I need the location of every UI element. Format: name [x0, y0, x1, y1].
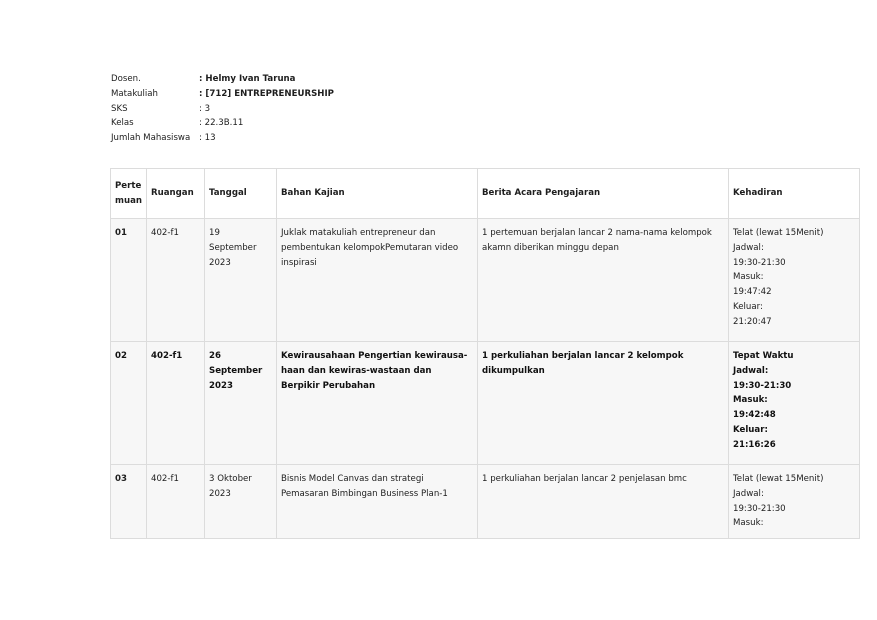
cell-ruangan: 402-f1 — [147, 465, 205, 539]
cell-kehadiran: Tepat Waktu Jadwal: 19:30-21:30 Masuk: 19:42:48 Keluar: 21:16:26 — [729, 342, 860, 465]
cell-tanggal: 19 September 2023 — [205, 219, 277, 342]
header-tanggal: Tanggal — [205, 169, 277, 219]
info-row-dosen — [111, 72, 334, 87]
header-berita-acara: Berita Acara Pengajaran — [478, 169, 729, 219]
header-kehadiran: Kehadiran — [729, 169, 860, 219]
cell-tanggal: 26 September 2023 — [205, 342, 277, 465]
cell-ruangan: 402-f1 — [147, 342, 205, 465]
cell-kehadiran: Telat (lewat 15Menit) Jadwal: 19:30-21:30 Masuk: — [729, 465, 860, 539]
header-ruangan: Ruangan — [147, 169, 205, 219]
cell-berita-acara: 1 perkuliahan berjalan lancar 2 penjelasan bmc — [478, 465, 729, 539]
cell-kehadiran: Telat (lewat 15Menit) Jadwal: 19:30-21:30 Masuk: 19:47:42 Keluar: 21:20:47 — [729, 219, 860, 342]
info-value: : 3 — [199, 103, 211, 114]
cell-bahan-kajian: Bisnis Model Canvas dan strategi Pemasaran Bimbingan Business Plan-1 — [277, 465, 478, 539]
info-label: Matakuliah — [111, 88, 158, 99]
info-row-kelas — [111, 116, 334, 131]
cell-pertemuan: 01 — [111, 219, 147, 342]
info-value: : Helmy Ivan Taruna — [199, 74, 296, 84]
cell-pertemuan: 03 — [111, 465, 147, 539]
info-row-sks — [111, 102, 334, 117]
info-value: : 22.3B.11 — [199, 118, 244, 129]
table-row — [111, 219, 860, 342]
table-row — [111, 465, 860, 539]
cell-bahan-kajian: Kewirausahaan Pengertian kewirausa-haan dan kewiras-wastaan dan Berpikir Perubahan — [277, 342, 478, 465]
cell-tanggal: 3 Oktober 2023 — [205, 465, 277, 539]
info-row-jumlah-mahasiswa — [111, 131, 334, 146]
info-label: SKS — [111, 103, 128, 114]
course-info — [111, 72, 334, 146]
header-pertemuan: Perte muan — [111, 169, 147, 219]
attendance-table — [110, 168, 860, 539]
info-label: Dosen. — [111, 74, 141, 84]
table-header-row — [111, 169, 860, 219]
info-row-matakuliah — [111, 87, 334, 102]
cell-pertemuan: 02 — [111, 342, 147, 465]
info-value: : [712] ENTREPRENEURSHIP — [199, 88, 334, 99]
header-bahan-kajian: Bahan Kajian — [277, 169, 478, 219]
cell-bahan-kajian: Juklak matakuliah entrepreneur dan pembentukan kelompokPemutaran video inspirasi — [277, 219, 478, 342]
table-row — [111, 342, 860, 465]
info-label: Jumlah Mahasiswa — [111, 133, 191, 144]
cell-berita-acara: 1 perkuliahan berjalan lancar 2 kelompok dikumpulkan — [478, 342, 729, 465]
cell-berita-acara: 1 pertemuan berjalan lancar 2 nama-nama kelompok akamn diberikan minggu depan — [478, 219, 729, 342]
cell-ruangan: 402-f1 — [147, 219, 205, 342]
info-label: Kelas — [111, 118, 134, 129]
info-value: : 13 — [199, 133, 216, 144]
